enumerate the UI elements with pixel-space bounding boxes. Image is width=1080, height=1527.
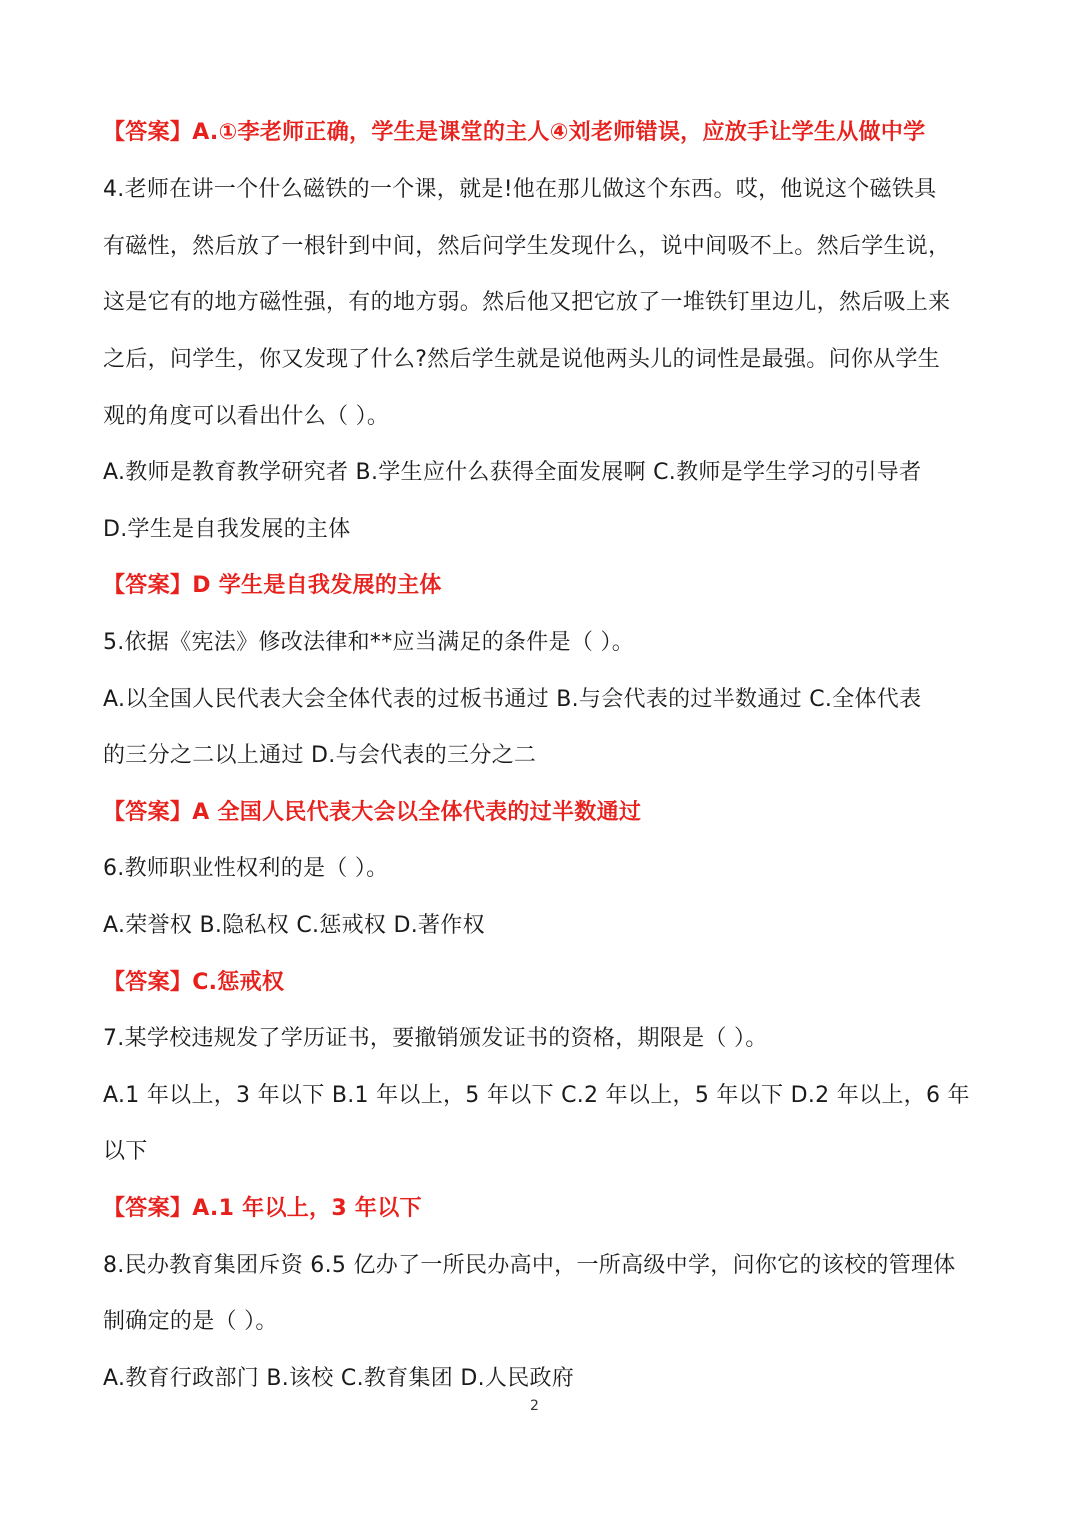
question-7-options-line-1: A.1 年以上，3 年以下 B.1 年以上，5 年以下 C.2 年以上，5 年以下 D.2 年以上，6 年 <box>103 1083 970 1108</box>
question-4-line-4: 之后，问学生，你又发现了什么?然后学生就是说他两头儿的词性是最强。问你从学生 <box>103 347 941 372</box>
question-7-options-line-2: 以下 <box>103 1139 148 1164</box>
question-4-options-line-1: A.教师是教育教学研究者 B.学生应什么获得全面发展啊 C.教师是学生学习的引导者 <box>103 460 922 485</box>
question-6-line-1: 6.教师职业性权利的是（ ）。 <box>103 856 389 881</box>
question-8-line-2: 制确定的是（ ）。 <box>103 1309 278 1334</box>
page-number: 2 <box>530 1398 539 1414</box>
question-4-line-1: 4.老师在讲一个什么磁铁的一个课，就是!他在那儿做这个东西。哎，他说这个磁铁具 <box>103 177 937 202</box>
question-5-options-line-2: 的三分之二以上通过 D.与会代表的三分之二 <box>103 743 537 768</box>
question-8-options: A.教育行政部门 B.该校 C.教育集团 D.人民政府 <box>103 1366 575 1391</box>
answer-line-q7: 【答案】A.1 年以上，3 年以下 <box>103 1196 422 1221</box>
question-4-line-5: 观的角度可以看出什么（ ）。 <box>103 404 390 429</box>
question-6-options: A.荣誉权 B.隐私权 C.惩戒权 D.著作权 <box>103 913 485 938</box>
answer-line-q5: 【答案】A 全国人民代表大会以全体代表的过半数通过 <box>103 800 642 825</box>
question-4-options-line-2: D.学生是自我发展的主体 <box>103 517 351 542</box>
answer-line-q3: 【答案】A.①李老师正确，学生是课堂的主人④刘老师错误，应放手让学生从做中学 <box>103 120 926 145</box>
question-8-line-1: 8.民办教育集团斥资 6.5 亿办了一所民办高中，一所高级中学，问你它的该校的管理体 <box>103 1253 956 1278</box>
answer-line-q4: 【答案】D 学生是自我发展的主体 <box>103 573 442 598</box>
question-4-line-3: 这是它有的地方磁性强，有的地方弱。然后他又把它放了一堆铁钉里边儿，然后吸上来 <box>103 290 951 315</box>
question-7-line-1: 7.某学校违规发了学历证书，要撤销颁发证书的资格，期限是（ ）。 <box>103 1026 768 1051</box>
question-5-line-1: 5.依据《宪法》修改法律和**应当满足的条件是（ ）。 <box>103 630 635 655</box>
answer-line-q6: 【答案】C.惩戒权 <box>103 970 285 995</box>
question-4-line-2: 有磁性，然后放了一根针到中间，然后问学生发现什么，说中间吸不上。然后学生说， <box>103 234 951 259</box>
question-5-options-line-1: A.以全国人民代表大会全体代表的过板书通过 B.与会代表的过半数通过 C.全体代表 <box>103 687 922 712</box>
